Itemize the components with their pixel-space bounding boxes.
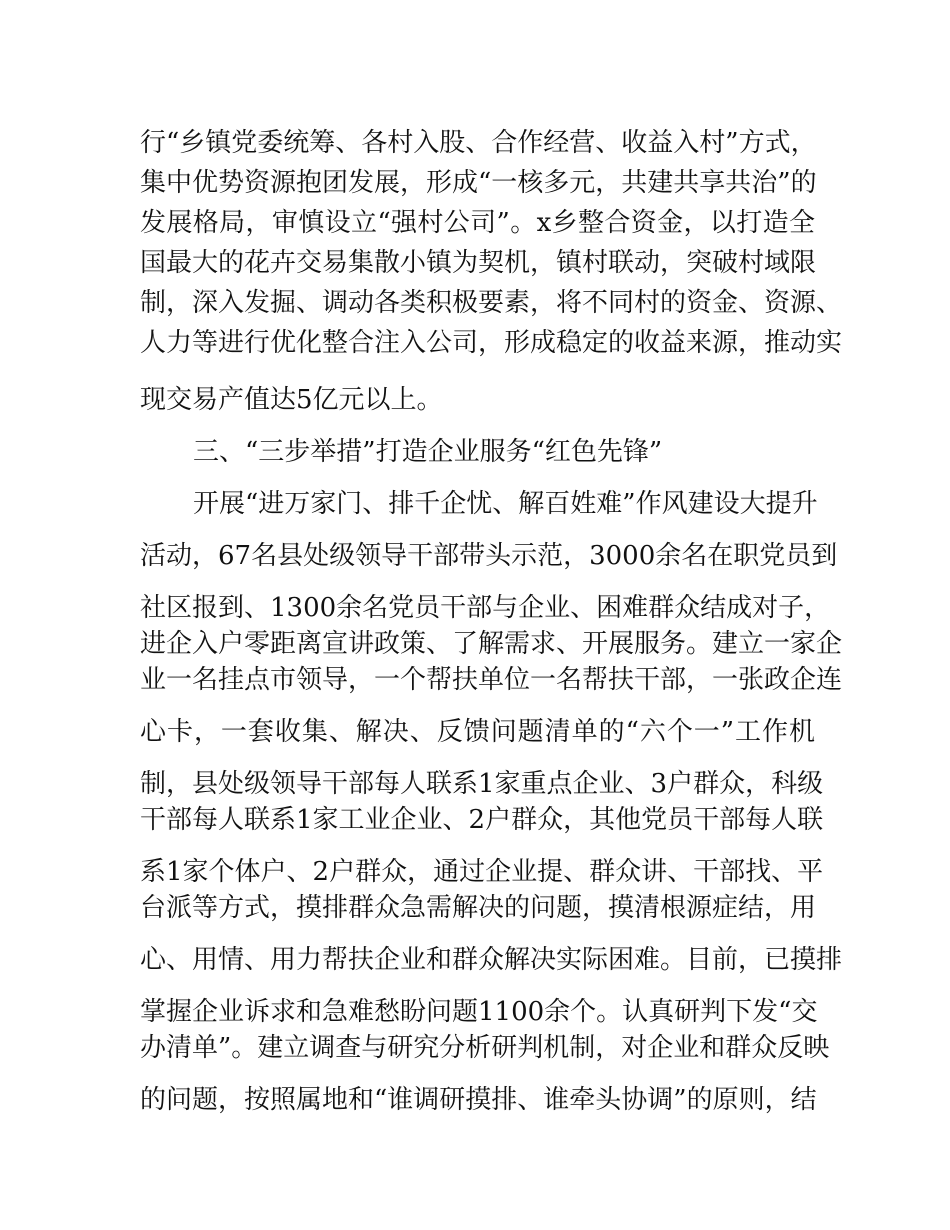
paragraph-line: 制，深入发掘、调动各类积极要素，将不同村的资金、资源、 [140,288,843,318]
paragraph-line: 进企入户零距离宣讲政策、了解需求、开展服务。建立一家企 [140,629,843,659]
paragraph-line: 社区报到、1300余名党员干部与企业、困难群众结成对子， [140,593,831,623]
paragraph-line: 制，县处级领导干部每人联系1家重点企业、3户群众，科级 [140,769,824,799]
paragraph-line: 台派等方式，摸排群众急需解决的问题，摸清根源症结，用 [140,893,817,923]
paragraph-line: 现交易产值达5亿元以上。 [140,385,443,415]
paragraph-line: 心、用情、用力帮扶企业和群众解决实际困难。目前，已摸排 [140,945,843,975]
paragraph-line: 集中优势资源抱团发展，形成“一核多元，共建共享共治”的 [140,168,817,198]
paragraph-line: 活动，67名县处级领导干部带头示范，3000余名在职党员到 [140,541,838,571]
section-heading: 三、“三步举措”打造企业服务“红色先锋” [193,437,663,467]
paragraph-line: 系1家个体户、2户群众，通过企业提、群众讲、干部找、平 [140,857,824,887]
paragraph-line: 人力等进行优化整合注入公司，形成稳定的收益来源，推动实 [140,328,843,358]
paragraph-line: 心卡，一套收集、解决、反馈问题清单的“六个一”工作机 [140,717,815,747]
paragraph-line: 行“乡镇党委统筹、各村入股、合作经营、收益入村”方式， [140,128,817,158]
paragraph-line: 办清单”。建立调查与研究分析研判机制，对企业和群众反映 [140,1033,830,1063]
paragraph-line: 业一名挂点市领导，一个帮扶单位一名帮扶干部，一张政企连 [140,665,843,695]
paragraph-line: 的问题，按照属地和“谁调研摸排、谁牵头协调”的原则，结 [140,1085,817,1115]
paragraph-line: 国最大的花卉交易集散小镇为契机，镇村联动，突破村域限 [140,248,817,278]
paragraph-line: 掌握企业诉求和急难愁盼问题1100余个。认真研判下发“交 [140,997,818,1027]
paragraph-line: 发展格局，审慎设立“强村公司”。x乡整合资金，以打造全 [140,208,815,238]
paragraph-line: 开展“进万家门、排千企忧、解百姓难”作风建设大提升 [193,489,818,519]
paragraph-line: 干部每人联系1家工业企业、2户群众，其他党员干部每人联 [140,805,824,835]
